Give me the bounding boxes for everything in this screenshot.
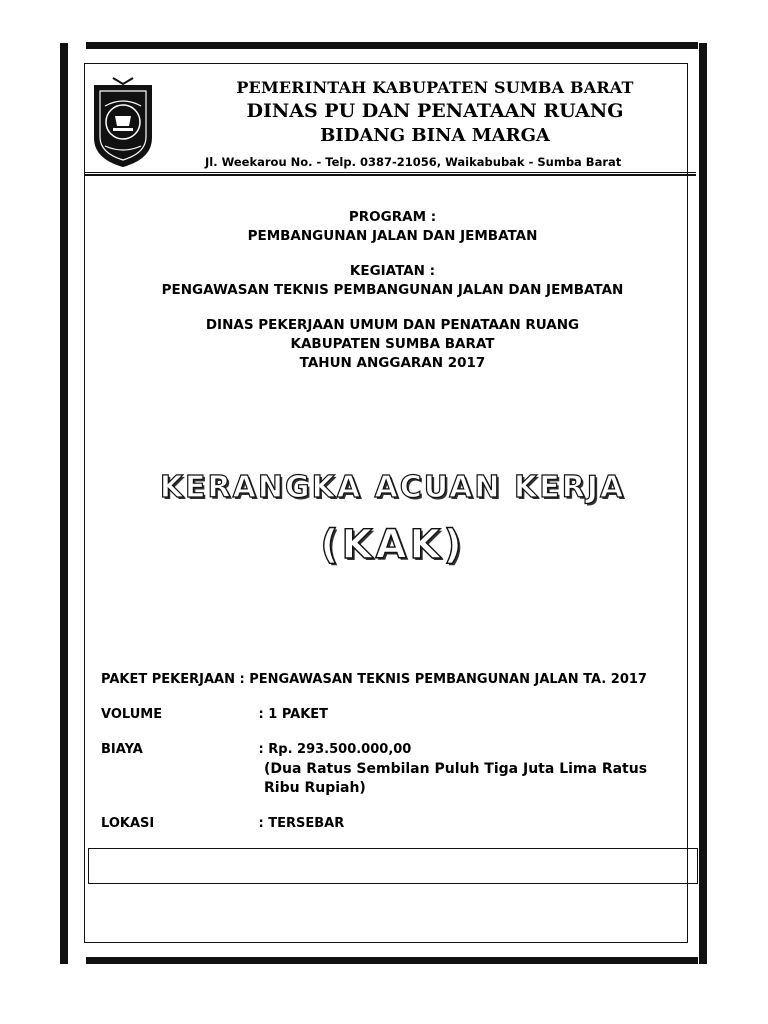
volume-label: VOLUME	[101, 707, 163, 722]
office-line-3: TAHUN ANGGARAN 2017	[299, 355, 486, 371]
lokasi-value: : TERSEBAR	[258, 816, 345, 831]
biaya-row	[101, 741, 411, 759]
volume-value: : 1 PAKET	[258, 707, 329, 722]
lokasi-row	[101, 815, 344, 833]
biaya-in-words: (Dua Ratus Sembilan Puluh Tiga Juta Lima Ratus Ribu Rupiah)	[264, 761, 648, 796]
program-block	[90, 208, 695, 373]
kegiatan-value: PENGAWASAN TEKNIS PEMBANGUNAN JALAN DAN JEMBATAN	[161, 282, 624, 298]
office-line-1: DINAS PEKERJAAN UMUM DAN PENATAAN RUANG	[205, 317, 580, 333]
paket-row	[101, 671, 647, 689]
department-name: DINAS PU DAN PENATAAN RUANG	[246, 100, 624, 122]
biaya-label: BIAYA	[101, 742, 143, 757]
empty-footer-box	[88, 848, 698, 884]
office-line-2: KABUPATEN SUMBA BARAT	[290, 336, 495, 352]
regency-coat-of-arms-icon	[91, 76, 155, 168]
letterhead-divider	[84, 172, 696, 176]
volume-row	[101, 706, 328, 724]
frame-left-border	[60, 43, 68, 964]
frame-top-border	[86, 42, 698, 49]
frame-right-border	[699, 43, 707, 964]
program-label: PROGRAM :	[348, 209, 437, 225]
biaya-value: : Rp. 293.500.000,00	[258, 742, 412, 757]
lokasi-label: LOKASI	[101, 816, 155, 831]
document-subtitle: (KAK)	[320, 522, 465, 568]
paket-label: PAKET PEKERJAAN	[101, 672, 235, 687]
paket-value: : PENGAWASAN TEKNIS PEMBANGUNAN JALAN TA. 2017	[239, 672, 647, 687]
kegiatan-label: KEGIATAN :	[349, 263, 436, 279]
document-title: KERANGKA ACUAN KERJA	[159, 470, 626, 505]
frame-bottom-border	[86, 957, 698, 964]
office-address: Jl. Weekarou No. - Telp. 0387-21056, Waikabubak - Sumba Barat	[205, 155, 622, 169]
government-name: PEMERINTAH KABUPATEN SUMBA BARAT	[236, 78, 634, 97]
letterhead	[200, 78, 670, 148]
division-name: BIDANG BINA MARGA	[320, 125, 550, 146]
program-value: PEMBANGUNAN JALAN DAN JEMBATAN	[247, 228, 538, 244]
